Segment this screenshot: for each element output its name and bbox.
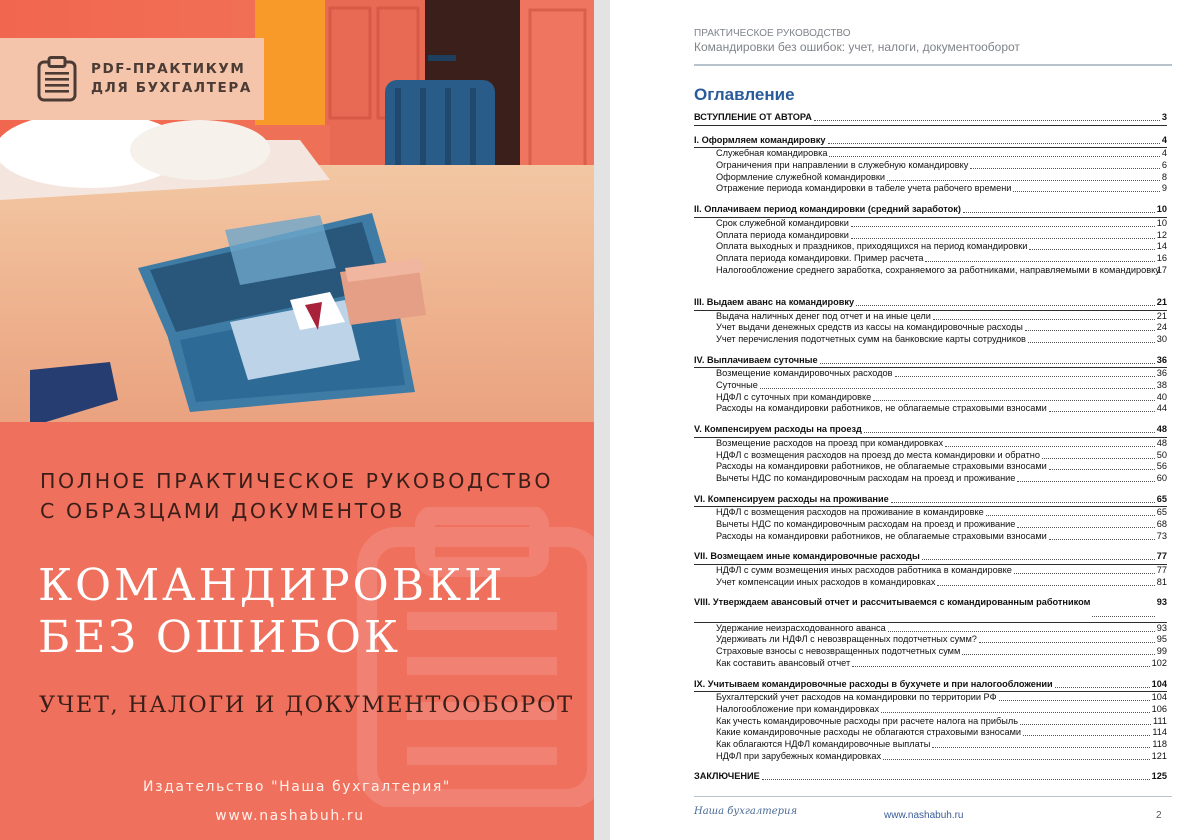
cover-title — [38, 560, 505, 664]
page-gap — [594, 0, 610, 840]
toc-entry-label: III. Выдаем аванс на командировку — [694, 296, 855, 307]
toc-leader-dots — [1042, 458, 1155, 459]
toc-spacer — [694, 542, 1167, 551]
toc-leader-dots — [986, 515, 1155, 516]
toc-section-entry[interactable] — [694, 297, 1167, 309]
toc-section-entry[interactable] — [694, 355, 1167, 367]
toc-page — [610, 0, 1200, 840]
toc-leader-dots — [883, 759, 1150, 760]
toc-entry[interactable] — [694, 751, 1167, 763]
toc-leader-dots — [1017, 481, 1155, 482]
toc-leader-dots — [851, 226, 1155, 227]
header-line1: ПРАКТИЧЕСКОЕ РУКОВОДСТВО — [694, 28, 851, 39]
toc-spacer — [694, 126, 1167, 135]
toc-entry-label: Налогообложение при командировках — [716, 703, 880, 714]
toc-entry-page: 102 — [1151, 657, 1167, 668]
toc-spacer — [694, 288, 1167, 297]
toc-leader-dots — [1029, 249, 1155, 250]
toc-entry-label: VIII. Утверждаем авансовый отчет и рассчитываемся с командированным работником — [694, 597, 1091, 608]
toc-entry-page: 56 — [1156, 461, 1167, 472]
toc-entry-page: 81 — [1156, 576, 1167, 587]
toc-section-entry[interactable] — [694, 204, 1167, 216]
footer-rule — [694, 796, 1172, 797]
toc-entry-label: Удерживать ли НДФЛ с невозвращенных подотчетных сумм? — [716, 634, 977, 645]
toc-section-entry[interactable] — [694, 551, 1167, 563]
toc-entry[interactable] — [694, 519, 1167, 531]
toc-entry-page: 48 — [1156, 437, 1167, 448]
toc-entry-page: 17 — [1156, 264, 1167, 275]
toc-leader-dots — [891, 502, 1155, 503]
toc-entry[interactable] — [694, 727, 1167, 739]
toc-entry-page: 104 — [1151, 678, 1167, 689]
toc-entry[interactable] — [694, 334, 1167, 346]
footer-url[interactable]: www.nashabuh.ru — [884, 810, 964, 821]
toc-entry-page: 14 — [1156, 241, 1167, 252]
toc-leader-dots — [1049, 469, 1155, 470]
toc-entry-page: 4 — [1161, 148, 1167, 159]
toc-entry-page: 106 — [1151, 703, 1167, 714]
toc-entry-label: Отражение периода командировки в табеле учета рабочего времени — [716, 183, 1012, 194]
toc-section-entry[interactable] — [694, 424, 1167, 436]
toc-entry-page: 93 — [1156, 622, 1167, 633]
toc-entry-page: 68 — [1156, 518, 1167, 529]
publisher-logo: Наша бухгалтерия — [694, 806, 798, 817]
cover-subtitle-line1: ПОЛНОЕ ПРАКТИЧЕСКОЕ РУКОВОДСТВО — [40, 469, 554, 493]
toc-leader-dots — [1092, 616, 1155, 617]
toc-entry[interactable] — [694, 183, 1167, 195]
badge-line2: ДЛЯ БУХГАЛТЕРА — [91, 80, 252, 96]
toc-entry[interactable] — [694, 160, 1167, 172]
toc-spacer — [694, 762, 1167, 771]
toc-entry-page: 95 — [1156, 634, 1167, 645]
toc-leader-dots — [888, 631, 1155, 632]
cover-subtitle-line2: С ОБРАЗЦАМИ ДОКУМЕНТОВ — [40, 499, 406, 523]
toc-entry-page: 10 — [1156, 204, 1167, 215]
toc-leader-dots — [852, 666, 1150, 667]
cover-title-line1: КОМАНДИРОВКИ — [38, 560, 506, 611]
toc-entry[interactable] — [694, 218, 1167, 230]
toc-entry[interactable] — [694, 716, 1167, 728]
toc-spacer — [694, 195, 1167, 204]
toc-leader-dots — [1020, 724, 1151, 725]
toc-section-entry[interactable] — [694, 494, 1167, 506]
toc-entry[interactable] — [694, 438, 1167, 450]
toc-entry[interactable] — [694, 311, 1167, 323]
toc-entry-page: 118 — [1152, 738, 1167, 749]
toc-entry-label: ВСТУПЛЕНИЕ ОТ АВТОРА — [694, 112, 812, 122]
toc-entry[interactable] — [694, 565, 1167, 577]
toc-entry-label: Налогообложение среднего заработка, сохраняемого за работниками, направляемыми в командировку — [716, 264, 1160, 275]
table-of-contents — [694, 112, 1167, 783]
toc-leader-dots — [895, 376, 1155, 377]
toc-entry-label: Как составить авансовый отчет — [716, 657, 851, 668]
toc-entry-page: 12 — [1156, 229, 1167, 240]
header-line2: Командировки без ошибок: учет, налоги, документооборот — [694, 40, 1020, 54]
toc-entry-page: 104 — [1151, 692, 1167, 703]
toc-leader-dots — [1014, 573, 1155, 574]
toc-entry-page: 77 — [1156, 551, 1167, 562]
toc-leader-dots — [922, 559, 1155, 560]
toc-leader-dots — [1013, 191, 1160, 192]
toc-leader-dots — [760, 388, 1155, 389]
toc-entry[interactable] — [694, 692, 1167, 704]
book-cover — [0, 0, 594, 840]
toc-spacer — [694, 670, 1167, 679]
toc-entry-label: НДФЛ с возмещения расходов на проживание в командировке — [716, 507, 984, 518]
toc-leader-dots — [820, 363, 1155, 364]
toc-entry[interactable] — [694, 241, 1167, 253]
toc-title: Оглавление — [694, 85, 795, 104]
toc-entry-page: 8 — [1161, 171, 1167, 182]
toc-entry-page: 9 — [1161, 183, 1167, 194]
toc-entry[interactable] — [694, 461, 1167, 473]
toc-entry-page: 93 — [1156, 597, 1167, 608]
toc-leader-dots — [962, 654, 1155, 655]
toc-entry-label: Страховые взносы с невозвращенных подотчетных сумм — [716, 646, 961, 657]
cover-url[interactable]: www.nashabuh.ru — [215, 808, 365, 824]
toc-entry[interactable] — [694, 577, 1167, 589]
toc-leader-dots — [1028, 342, 1155, 343]
badge-text — [91, 60, 252, 98]
toc-entry-page: 44 — [1156, 403, 1167, 414]
toc-entry[interactable] — [694, 646, 1167, 658]
toc-entry-page: 36 — [1156, 354, 1167, 365]
toc-entry-label: Вычеты НДС по командировочным расходам на проезд и проживание — [716, 518, 1016, 529]
toc-entry[interactable] — [694, 704, 1167, 716]
toc-entry-label: Возмещение расходов на проезд при командировках — [716, 437, 944, 448]
toc-entry-page: 40 — [1156, 391, 1167, 402]
pdf-badge — [0, 38, 264, 120]
toc-entry-label: Суточные — [716, 380, 758, 391]
toc-leader-dots — [937, 585, 1155, 586]
toc-section-entry[interactable] — [694, 679, 1167, 691]
toc-entry-page: 36 — [1156, 368, 1167, 379]
toc-entry-label: Учет перечисления подотчетных сумм на банковские карты сотрудников — [716, 334, 1026, 345]
toc-section-entry[interactable] — [694, 771, 1167, 783]
toc-entry-label: НДФЛ с сумм возмещения иных расходов работника в командировке — [716, 565, 1012, 576]
toc-entry[interactable] — [694, 531, 1167, 543]
toc-entry[interactable] — [694, 473, 1167, 485]
toc-leader-dots — [933, 319, 1155, 320]
toc-entry-label: Учет выдачи денежных средств из кассы на командировочные расходы — [716, 322, 1023, 333]
toc-entry[interactable] — [694, 253, 1167, 265]
toc-leader-dots — [864, 432, 1155, 433]
toc-entry[interactable] — [694, 368, 1167, 380]
toc-entry-label: НДФЛ при зарубежных командировках — [716, 750, 882, 761]
toc-entry-label: V. Компенсируем расходы на проезд — [694, 424, 862, 435]
toc-entry[interactable] — [694, 739, 1167, 751]
toc-entry-label: Оплата периода командировки. Пример расчета — [716, 252, 924, 263]
toc-entry-page: 111 — [1153, 715, 1167, 726]
toc-leader-dots — [945, 446, 1155, 447]
toc-entry[interactable] — [694, 265, 1167, 288]
toc-entry[interactable] — [694, 172, 1167, 184]
toc-entry-label: Какие командировочные расходы не облагаются страховыми взносами — [716, 727, 1022, 738]
toc-entry-page: 121 — [1151, 750, 1167, 761]
toc-entry-page: 4 — [1161, 134, 1167, 145]
toc-entry-page: 65 — [1156, 507, 1167, 518]
toc-entry[interactable] — [694, 392, 1167, 404]
toc-section-entry[interactable] — [694, 135, 1167, 147]
toc-entry[interactable] — [694, 380, 1167, 392]
toc-entry-label: II. Оплачиваем период командировки (средний заработок) — [694, 204, 961, 215]
toc-entry-page: 30 — [1156, 334, 1167, 345]
toc-leader-dots — [963, 212, 1155, 213]
toc-leader-dots — [856, 305, 1155, 306]
toc-entry-page: 3 — [1161, 112, 1167, 122]
toc-entry-label: Расходы на командировки работников, не облагаемые страховыми взносами — [716, 403, 1047, 414]
toc-entry-page: 60 — [1156, 472, 1167, 483]
badge-line1: PDF-ПРАКТИКУМ — [91, 61, 246, 77]
toc-entry-label: Оплата выходных и праздников, приходящихся на период командировки — [716, 241, 1028, 252]
toc-entry-page: 125 — [1151, 771, 1167, 782]
toc-entry-page: 21 — [1156, 310, 1167, 321]
toc-entry-label: Вычеты НДС по командировочным расходам на проезд и проживание — [716, 472, 1016, 483]
toc-spacer — [694, 346, 1167, 355]
toc-leader-dots — [932, 747, 1150, 748]
clipboard-icon — [37, 56, 77, 102]
toc-leader-dots — [1055, 687, 1150, 688]
toc-entry-label: Учет компенсации иных расходов в командировках — [716, 576, 936, 587]
toc-entry-label: Бухгалтерский учет расходов на командировки по территории РФ — [716, 692, 997, 703]
toc-entry[interactable] — [694, 450, 1167, 462]
toc-section-entry[interactable] — [694, 112, 1167, 124]
toc-entry-page: 114 — [1152, 727, 1167, 738]
toc-leader-dots — [829, 156, 1160, 157]
toc-entry[interactable] — [694, 230, 1167, 242]
running-header — [694, 28, 1020, 55]
page-number: 2 — [1156, 810, 1162, 821]
toc-spacer — [694, 415, 1167, 424]
toc-entry-page: 77 — [1156, 565, 1167, 576]
toc-leader-dots — [1017, 527, 1155, 528]
toc-entry-label: VII. Возмещаем иные командировочные расходы — [694, 551, 920, 562]
toc-entry-label: Оформление служебной командировки — [716, 171, 885, 182]
toc-entry-label: ЗАКЛЮЧЕНИЕ — [694, 771, 760, 782]
toc-entry[interactable] — [694, 634, 1167, 646]
cover-title-line2: БЕЗ ОШИБОК — [38, 612, 401, 663]
toc-leader-dots — [881, 712, 1150, 713]
toc-entry[interactable] — [694, 623, 1167, 635]
toc-entry-label: Как учесть командировочные расходы при расчете налога на прибыль — [716, 715, 1019, 726]
toc-entry-label: НДФЛ с суточных при командировке — [716, 391, 872, 402]
toc-leader-dots — [925, 261, 1155, 262]
toc-entry-page: 16 — [1156, 252, 1167, 263]
toc-spacer — [694, 588, 1167, 597]
toc-entry-label: Расходы на командировки работников, не облагаемые страховыми взносами — [716, 530, 1047, 541]
toc-entry-label: Возмещение командировочных расходов — [716, 368, 893, 379]
cover-text-area — [0, 422, 594, 840]
toc-entry-label: НДФЛ с возмещения расходов на проезд до места командировки и обратно — [716, 449, 1040, 460]
toc-entry-page: 38 — [1156, 380, 1167, 391]
toc-entry-label: Расходы на командировки работников, не облагаемые страховыми взносами — [716, 461, 1047, 472]
toc-entry-label: Служебная командировка — [716, 148, 828, 159]
toc-leader-dots — [762, 779, 1150, 780]
toc-entry[interactable] — [694, 403, 1167, 415]
toc-entry[interactable] — [694, 322, 1167, 334]
toc-entry-page: 6 — [1161, 160, 1167, 171]
toc-leader-dots — [1049, 539, 1155, 540]
toc-leader-dots — [1023, 735, 1150, 736]
header-rule — [694, 64, 1172, 66]
toc-entry[interactable] — [694, 658, 1167, 670]
toc-leader-dots — [1049, 411, 1155, 412]
toc-entry-page: 50 — [1156, 449, 1167, 460]
toc-leader-dots — [999, 700, 1150, 701]
toc-leader-dots — [970, 168, 1160, 169]
cover-subtitle — [40, 466, 553, 526]
toc-entry-label: IV. Выплачиваем суточные — [694, 354, 818, 365]
toc-section-entry[interactable] — [694, 597, 1167, 620]
toc-entry-label: Оплата периода командировки — [716, 229, 849, 240]
toc-entry-page: 24 — [1156, 322, 1167, 333]
toc-entry-label: VI. Компенсируем расходы на проживание — [694, 493, 889, 504]
toc-entry-label: Ограничения при направлении в служебную командировку — [716, 160, 969, 171]
toc-entry[interactable] — [694, 507, 1167, 519]
toc-entry-label: Как облагаются НДФЛ командировочные выплаты — [716, 738, 931, 749]
toc-entry-label: Выдача наличных денег под отчет и на иные цели — [716, 310, 931, 321]
toc-leader-dots — [1025, 330, 1155, 331]
cover-publisher: Издательство "Наша бухгалтерия" — [143, 779, 451, 795]
toc-leader-dots — [828, 143, 1160, 144]
toc-entry-page: 10 — [1156, 217, 1167, 228]
toc-entry-label: IX. Учитываем командировочные расходы в бухучете и при налогообложении — [694, 678, 1053, 689]
toc-entry[interactable] — [694, 148, 1167, 160]
toc-spacer — [694, 485, 1167, 494]
toc-entry-label: Срок служебной командировки — [716, 217, 849, 228]
toc-leader-dots — [851, 238, 1155, 239]
toc-leader-dots — [887, 180, 1160, 181]
toc-entry-page: 48 — [1156, 424, 1167, 435]
toc-entry-page: 73 — [1156, 530, 1167, 541]
toc-leader-dots — [814, 120, 1160, 121]
toc-entry-label: I. Оформляем командировку — [694, 134, 826, 145]
toc-leader-dots — [979, 642, 1155, 643]
cover-title-sub: УЧЕТ, НАЛОГИ И ДОКУМЕНТООБОРОТ — [39, 692, 574, 718]
toc-leader-dots — [873, 400, 1155, 401]
toc-entry-page: 21 — [1156, 296, 1167, 307]
toc-entry-page: 99 — [1156, 646, 1167, 657]
toc-entry-page: 65 — [1156, 493, 1167, 504]
toc-entry-label: Удержание неизрасходованного аванса — [716, 622, 886, 633]
